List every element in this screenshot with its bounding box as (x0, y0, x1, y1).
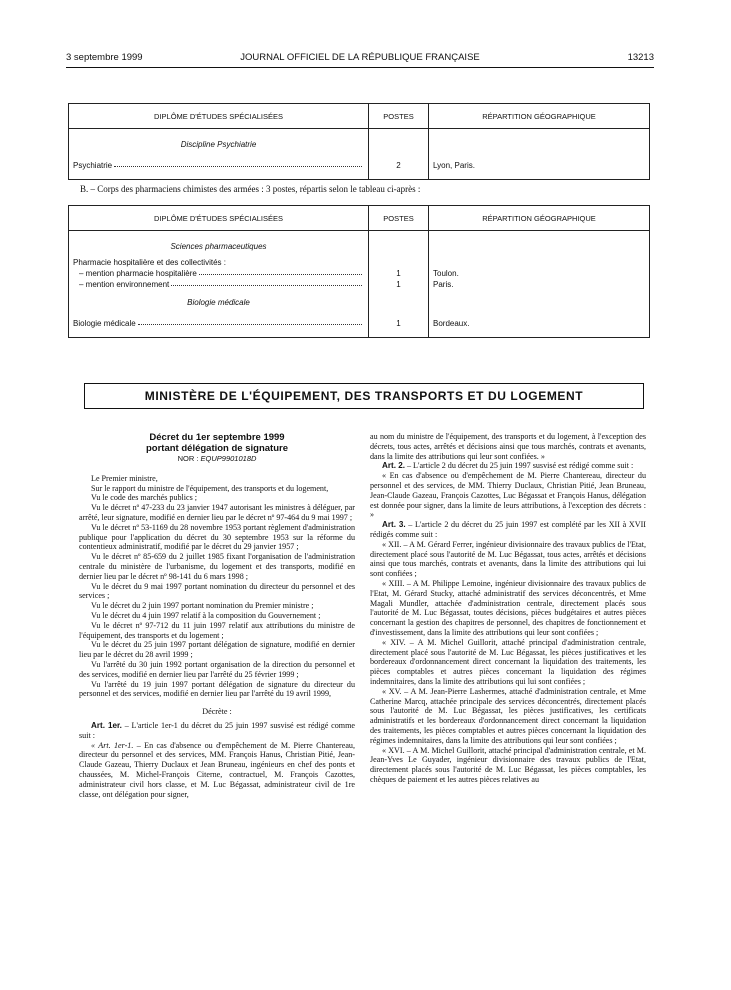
article-quote-text: – En cas d'absence ou d'empêchement de M. Pierre Chantereau, directeur du personnel et des services, MM. François Hanus, Christian Pitié, Jean-Claude Gazeau, Thierry Duclaux et Jean Bruneau, ingénieurs en chef des ponts et chaussées, M. Michel-François Citerne, contractuel, M. François Cazottes, administrateur civil hors classe, et M. Luc Bégassat, administrateur civil de 1re classe, ont délégation pour signer, (79, 740, 355, 799)
decree-subtitle: portant délégation de signature (146, 443, 288, 454)
article-3-item: « XV. – A M. Jean-Pierre Lashermes, attaché d'administration centrale, et Mme Catherine Marcq, attachée principale des services déconcentrés, directement placés sous l'autorité de M. Luc Bégassat, les pièces justificatives, les certificats administratifs et les bordereaux d'ordonnancement direct concernant la liquidation des traitements, les pièces comptables et autres pièces concernant la liquidation des régimes indemnitaires, dans la limite des attributions qui leur sont confiées ; (370, 686, 646, 745)
table-pharmaciens (68, 205, 650, 338)
row-postes: 1 (369, 279, 429, 290)
dot-leader (199, 269, 362, 275)
right-column (370, 432, 646, 785)
article-text: – L'article 2 du décret du 25 juin 1997 est complété par les XII à XVII rédigés comme suit : (370, 520, 646, 539)
row-label: Psychiatrie (73, 161, 113, 170)
article-label: Art. 2. (382, 461, 405, 471)
article-text: – L'article 2 du décret du 25 juin 1997 susvisé est rédigé comme suit : (406, 461, 634, 471)
table-psychiatrie (68, 103, 650, 180)
table-row (69, 268, 650, 279)
table-row (69, 279, 650, 290)
article-3-item: « XVI. – A M. Michel Guillorit, attaché principal d'administration centrale, et M. Jean-Yves Le Guyader, ingénieur divisionnaire des travaux publics de l'Etat, directement placés sous l'autorité de M. Luc Bégassat, les pièces comptables, les chèques de paiement et les autres pièces relatives au (370, 745, 646, 784)
paragraph: Sur le rapport du ministre de l'équipement, des transports et du logement, (91, 483, 329, 493)
group-label: Pharmacie hospitalière et des collectivités : (69, 257, 369, 268)
article-label: Art. 1er. (91, 720, 122, 730)
article-2 (370, 461, 646, 471)
column-header-postes: POSTES (369, 206, 429, 231)
paragraph: Vu le code des marchés publics ; (91, 493, 198, 503)
paragraph: Le Premier ministre, (91, 473, 158, 483)
nor-code: EQUP9901018D (200, 454, 257, 463)
dot-leader (138, 319, 362, 325)
column-header-diplome: DIPLÔME D'ÉTUDES SPÉCIALISÉES (69, 206, 369, 231)
decree-title: Décret du 1er septembre 1999 (149, 432, 285, 443)
paragraph: Vu le décret du 25 juin 1997 portant délégation de signature, modifié en dernier lieu par le décret du 28 avril 1999 ; (79, 640, 355, 660)
article-1 (79, 721, 355, 741)
column-header-postes: POSTES (369, 104, 429, 129)
paragraph: Vu le décret nº 97-712 du 11 juin 1997 relatif aux attributions du ministre de l'équipement, des transports et du logement ; (79, 620, 355, 640)
article-3 (370, 520, 646, 540)
dot-leader (171, 280, 362, 286)
row-repartition: Lyon, Paris. (429, 160, 650, 171)
article-3-item: « XII. – A M. Gérard Ferrer, ingénieur divisionnaire des travaux publics de l'Etat, directement placé sous l'autorité de M. Luc Bégassat, tous actes, arrêtés et décisions ainsi que tous marchés, contrats et avenants, dans la limite des attributions qui lui sont confiées ; (370, 539, 646, 579)
header-rule (66, 67, 654, 68)
header-date: 3 septembre 1999 (66, 52, 143, 63)
paragraph: Vu le décret nº 53-1169 du 28 novembre 1953 portant règlement d'administration publique pour l'application du décret du 30 septembre 1953 sur la réforme du contentieux administratif, modifié par le décret du 29 janvier 1957 ; (79, 522, 355, 552)
row-postes: 1 (369, 318, 429, 329)
article-quote-label: « Art. 1er-1. (91, 740, 134, 750)
column-header-diplome: DIPLÔME D'ÉTUDES SPÉCIALISÉES (69, 104, 369, 129)
nor-reference (79, 454, 355, 464)
row-postes: 1 (369, 268, 429, 279)
section-label: Sciences pharmaceutiques (69, 241, 369, 252)
decrete-heading: Décrète : (202, 707, 232, 717)
row-repartition: Paris. (429, 279, 650, 290)
table-row (69, 160, 650, 171)
row-repartition: Bordeaux. (429, 318, 650, 329)
page-header (66, 52, 654, 66)
paragraph: Vu le décret du 9 mai 1997 portant nomination du directeur du personnel et des services ; (79, 581, 355, 601)
left-column (79, 432, 355, 799)
section-label: Biologie médicale (69, 297, 369, 308)
row-label: – mention pharmacie hospitalière (79, 269, 197, 278)
section-label: Discipline Psychiatrie (69, 139, 369, 150)
row-repartition: Toulon. (429, 268, 650, 279)
paragraph: au nom du ministre de l'équipement, des transports et du logement, à l'exception des décrets, tous actes, arrêtés et décisions ainsi que tous marchés, contrats et avenants, dans la limite des attributions qui leur sont confiées. » (370, 432, 646, 461)
article-3-item: « XIV. – A M. Michel Guillorit, attaché principal d'administration centrale, directement placé sous l'autorité de M. Luc Bégassat, les pièces justificatives et les bordereaux d'ordonnancement direct concernant la liquidation des traitements, les pièces comptables et autres pièces concernant la liquidation des régimes indemnitaires, dans la limite des attributions qui lui sont confiées ; (370, 637, 646, 686)
paragraph-b: B. – Corps des pharmaciens chimistes des armées : 3 postes, répartis selon le tableau ci-après : (80, 184, 421, 194)
row-label: Biologie médicale (73, 319, 136, 328)
column-header-repartition: RÉPARTITION GÉOGRAPHIQUE (429, 104, 650, 129)
header-journal-title: JOURNAL OFFICIEL DE LA RÉPUBLIQUE FRANÇAISE (240, 52, 480, 63)
nor-label: NOR : (177, 454, 199, 463)
dot-leader (114, 161, 362, 167)
paragraph: Vu le décret nº 47-233 du 23 janvier 1947 autorisant les ministres à déléguer, par arrêté, leur signature, modifié en dernier lieu par le décret nº 97-464 du 9 mai 1997 ; (79, 503, 355, 522)
row-postes: 2 (369, 160, 429, 171)
header-page-number: 13213 (627, 52, 654, 63)
article-3-item: « XIII. – A M. Philippe Lemoine, ingénieur divisionnaire des travaux publics de l'Etat, M. Gérard Stucky, attaché administratif des services déconcentrés, et Mme Magali Mundler, attachée d'administration centrale, directement placés sous l'autorité de M. Luc Bégassat, toutes décisions, pièces budgétaires et autres pièces concernant la gestion des chapitres de personnel, des chapitres de fonctionnement et d'investissement, dans la limite des attributions qui leur sont confiées ; (370, 578, 646, 637)
article-1-quote (79, 741, 355, 800)
table-row (69, 318, 650, 329)
article-2-quote: « En cas d'absence ou d'empêchement de M. Pierre Chantereau, directeur du personnel et des services, de MM. Thierry Duclaux, Christian Pitié, Jean Bruneau, Jean-Claude Gazeau, François Cazottes, Luc Bégassat et François Hanus, délégation est donnée pour signer, dans la limite de leurs attributions, à l'exception des décrets : » (370, 471, 646, 520)
paragraph: Vu le décret nº 85-659 du 2 juillet 1985 fixant l'organisation de l'administration centrale du ministère de l'urbanisme, du logement et des transports, modifié en dernier lieu par le décret nº 98-141 du 6 mars 1998 ; (79, 552, 355, 581)
article-label: Art. 3. (382, 520, 406, 530)
ministry-banner: MINISTÈRE DE L'ÉQUIPEMENT, DES TRANSPORTS ET DU LOGEMENT (84, 383, 644, 409)
paragraph: Vu le décret du 2 juin 1997 portant nomination du Premier ministre ; (91, 601, 314, 611)
paragraph: Vu le décret du 4 juin 1997 relatif à la composition du Gouvernement ; (91, 610, 321, 620)
paragraph: Vu l'arrêté du 19 juin 1997 portant délégation de signature du directeur du personnel et des services, modifié en dernier lieu par l'arrêté du 19 avril 1999, (79, 679, 355, 699)
paragraph: Vu l'arrêté du 30 juin 1992 portant organisation de la direction du personnel et des services, modifié en dernier lieu par l'arrêté du 25 février 1999 ; (79, 659, 355, 679)
article-text: – L'article 1er-1 du décret du 25 juin 1997 susvisé est rédigé comme suit : (79, 720, 355, 740)
row-label: – mention environnement (79, 280, 170, 289)
column-header-repartition: RÉPARTITION GÉOGRAPHIQUE (429, 206, 650, 231)
